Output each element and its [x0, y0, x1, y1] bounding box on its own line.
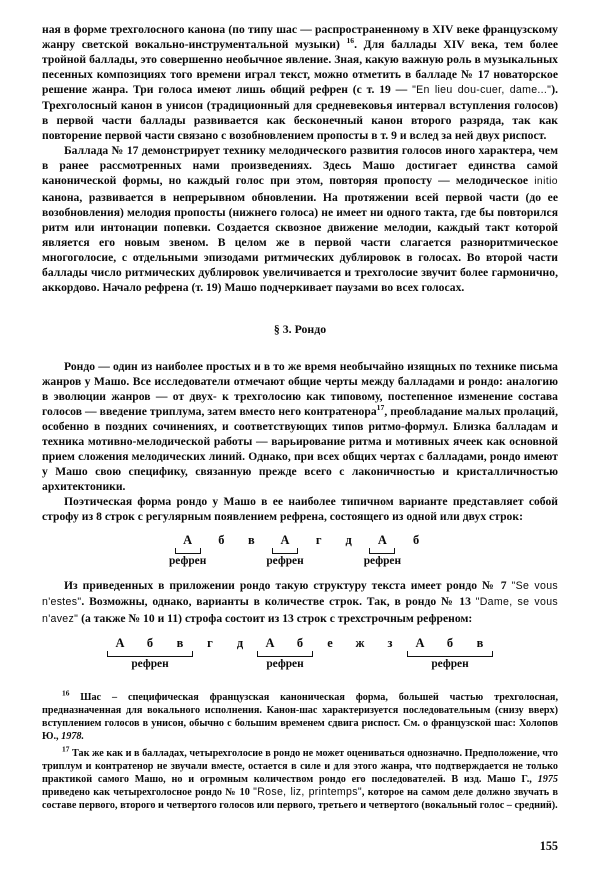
scheme-letter: б	[446, 635, 454, 650]
refrain-label: рефрен	[266, 657, 304, 670]
scheme-letters	[270, 533, 300, 547]
scheme-letters-plain	[206, 533, 266, 547]
scheme-letters	[173, 533, 203, 547]
paragraph-group-one	[42, 22, 558, 295]
scheme-letter: д	[236, 635, 244, 650]
text-run: Поэтическая форма рондо у Машо в ее наиболее типичном варианте представляет собой строфу из 8 строк с регулярным появлением рефрена, состоящего из одной или двух строк:	[42, 495, 558, 524]
refrain-group	[405, 636, 495, 671]
refrain-label: рефрен	[431, 657, 469, 670]
refrain-label: рефрен	[363, 555, 402, 568]
scheme-letters-plain	[195, 636, 255, 650]
text-run: Из приведенных в приложении рондо такую структуру текста имеет рондо № 7	[64, 579, 512, 593]
scheme-letter: б	[146, 635, 154, 650]
citation-year: 1975	[537, 774, 558, 785]
scheme-letter: ж	[355, 635, 365, 650]
refrain-bracket	[272, 548, 298, 554]
refrain-bracket	[257, 651, 313, 657]
refrain-label: рефрен	[168, 555, 207, 568]
latin-title: "Se vous n'estes"	[42, 580, 559, 609]
scheme-letter: з	[387, 635, 393, 650]
refrain-group	[255, 636, 315, 671]
refrain-group	[169, 533, 206, 568]
scheme-letter: б	[296, 635, 304, 650]
paragraph	[42, 359, 558, 494]
scheme-letters-plain	[304, 533, 364, 547]
text-run: . Возможны, однако, варианты в количестве строк. Так, в рондо № 13	[81, 595, 476, 609]
scheme-letter: А	[265, 635, 275, 650]
text-run: (а также № 10 и 11) строфа состоит из 13 строк с трехстрочным рефреном:	[78, 611, 473, 625]
paragraph	[42, 22, 558, 143]
refrain-group	[266, 533, 303, 568]
scheme-letter: б	[412, 533, 420, 548]
page-number: 155	[539, 839, 558, 853]
footnote-number: 16	[62, 688, 70, 698]
scheme-letters-plain	[401, 533, 431, 547]
rondeau-13-line-scheme	[42, 636, 558, 671]
refrain-group	[105, 636, 195, 671]
text-run: канона, развивается в непрерывном обновлении. На протяжении всей первой части (до ее возобновления) мелодия пропосты (нижнего голоса) не имеет ни одного такта, где бы повторился ритм или интонации попевки. Создается сквозное движение мелодии, каждый такт которой является его новым звеном. В целом же в первой части слагается разноритмическое многоголосие, с отдельными эпизодами ритмических дублировок в голосах. Во второй части баллады число ритмических дублировок увеличивается и трехголосие звучит более гармонично, аккордово. Начало рефрена (т. 19) Машо подчеркивает паузами во всех голосах.	[42, 190, 558, 294]
refrain-group	[364, 533, 401, 568]
scheme-letter: А	[280, 533, 290, 548]
latin-title: "En lieu dou-cuer, dame..."	[412, 84, 552, 97]
paragraph	[42, 143, 558, 294]
paragraph	[42, 494, 558, 524]
text-run: приведено как четырехголосное рондо № 10	[42, 787, 254, 798]
scheme-letter: в	[476, 635, 484, 650]
scheme-letter: е	[327, 635, 333, 650]
scheme-letters	[405, 636, 495, 650]
text-run: Баллада № 17 демонстрирует технику мелодического развития голосов иного характера, чем в ранее рассмотренных нами произведениях. Здесь Машо достигает единства самой канонической формы, но каждый голос при этом, повторяя пропосту — мелодическое	[42, 144, 558, 188]
rondeau-8-line-scheme	[42, 533, 558, 568]
scheme-letter: в	[176, 635, 184, 650]
latin-title: "Dame, se vous n'avez"	[42, 596, 558, 625]
text-run: . Для баллады XIV века, тем более тройной баллады, это совершенно необычное явление. Зная, какую важную роль в музыкальных песенных композициях того времени играл текст, можно отметить в балладе № 17 новаторское решение жанра. Три голоса имеют лишь общий рефрен (с т. 19 —	[42, 38, 558, 97]
text-run: Рондо — один из наиболее простых и в то же время необычайно изящных по технике письма жанров у Машо. Все исследователи отмечают общие черты между балладами и рондо: аналогию в эволюции жанров — от двух- к трехголосию как типовому, постепенное изменение состава голосов — введение триплума, затем вместо него контратенора	[42, 359, 558, 419]
refrain-label: рефрен	[266, 555, 304, 568]
scheme-letter: г	[315, 533, 322, 548]
refrain-bracket	[369, 548, 395, 554]
refrain-bracket	[175, 548, 201, 554]
scheme-letter: д	[345, 533, 352, 548]
scheme-letters	[105, 636, 195, 650]
scheme-letter: б	[218, 533, 225, 548]
text-run: Шас – специфическая французская каноническая форма, большей частью трехголосная, предназначенная для вокального исполнения. Канон-шас характеризуется последовательным (снизу вверх) вступлением голосов в унисон, обычно с большим временем сдвига риспост. См. о французской шас: Холопов Ю.,	[42, 692, 558, 742]
scheme-letter: в	[247, 533, 255, 548]
footnote-ref: 17	[376, 403, 385, 413]
footnote-block	[42, 688, 558, 812]
paragraph-group-three	[42, 578, 558, 626]
footnote	[42, 744, 558, 812]
scheme-letter: А	[377, 533, 387, 548]
scheme-letter: г	[207, 635, 213, 650]
scheme-letter: А	[115, 635, 125, 650]
latin-term: initio	[534, 176, 558, 188]
footnote-ref: 16	[346, 36, 355, 46]
refrain-bracket	[407, 651, 493, 657]
scheme-letters	[367, 533, 397, 547]
section-heading: § 3. Рондо	[273, 321, 327, 336]
text-run: Так же как и в балладах, четырехголосие в рондо не может оцениваться однозначно. Предположение, что триплум и контратенор не звучали вместе, остается в силе и для этого жанра, что подтверждается не только практикой самого Машо, но и огромным количеством рондо его последователей. В изд. Машо Г.,	[42, 748, 558, 785]
main-text-block	[42, 22, 558, 524]
scheme-letter: А	[183, 533, 193, 548]
citation-year: 1978.	[61, 731, 85, 742]
paragraph	[42, 578, 558, 626]
text-run: , преобладание малых пролаций, особенно в поздних сочинениях, и соответствующих типов ритмо-формул. Близка балладам и техника мотивно-мелодической работы — варьирование ритма и мотивных ячеек как основной прием сложения мелодических линий. Однако, при всех общих чертах с балладами, рондо имеют у Машо свою специфику, связанную прежде всего с лаконичностью и кристалличностью архитектоники.	[42, 405, 559, 494]
refrain-label: рефрен	[131, 657, 169, 670]
scheme-letter: А	[415, 635, 425, 650]
text-run: , которое на самом деле должно звучать в составе первого, второго и четвертого голосов или первого, третьего и четвертого (вокальный голос – средний).	[42, 787, 558, 811]
refrain-bracket	[107, 651, 193, 657]
scheme-letters	[255, 636, 315, 650]
latin-title: "Rose, liz, printemps"	[253, 786, 362, 798]
text-run: ). Трехголосный канон в унисон (традиционный для средневековья интервал вступления голосов) в первой части баллады развивается как бесконечный канон второго разряда, так как повторение первой части связано с возобновлением пропосты в т. 9 и вслед за ней двух риспост.	[42, 83, 558, 143]
footnote	[42, 688, 558, 743]
scheme-letters-plain	[315, 636, 405, 650]
text-run: ная в форме трехголосного канона (по типу шас — распространенному в XIV веке французскому жанру светской вокально-инструментальной музыки)	[42, 23, 558, 52]
paragraph-group-two	[42, 359, 558, 525]
footnote-number: 17	[62, 744, 70, 754]
